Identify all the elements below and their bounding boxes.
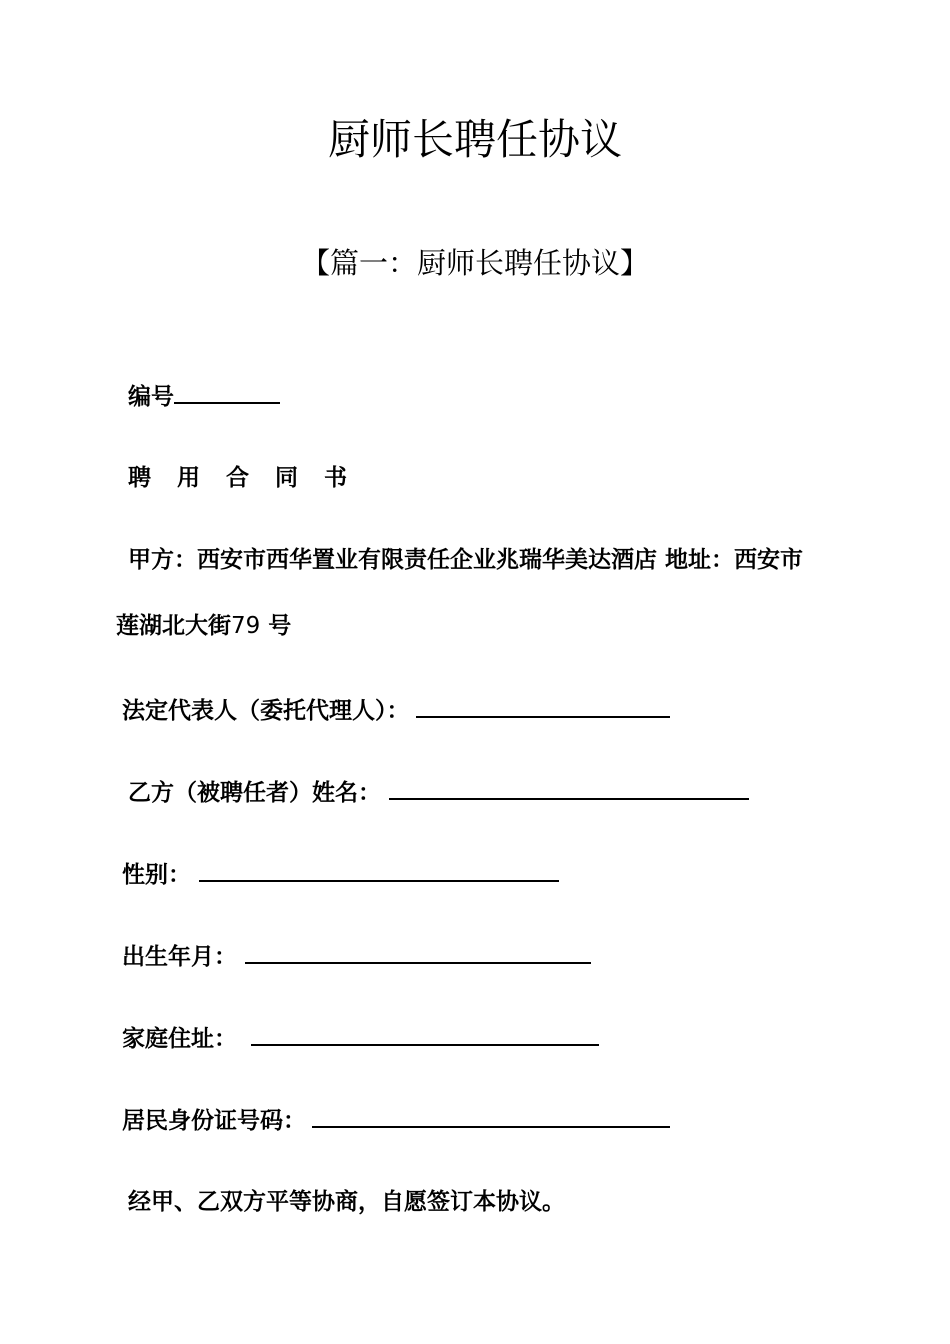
legal-representative-label: 法定代表人（委托代理人）： xyxy=(122,698,410,724)
id-number-blank xyxy=(312,1104,670,1128)
id-number-line xyxy=(122,1104,670,1137)
party-a-line-2 xyxy=(116,610,291,642)
agreement-statement: 经甲、乙双方平等协商，自愿签订本协议。 xyxy=(128,1189,565,1215)
gender-line xyxy=(122,858,559,891)
party-a-line-1: 甲方：西安市西华置业有限责任企业兆瑞华美达酒店 地址：西安市 xyxy=(128,547,804,573)
birth-date-blank xyxy=(245,940,591,964)
id-number-label: 居民身份证号码： xyxy=(122,1108,306,1134)
serial-number-label: 编号 xyxy=(128,384,174,410)
legal-representative-blank xyxy=(416,694,670,718)
birth-date-label: 出生年月： xyxy=(122,944,237,970)
gender-label: 性别： xyxy=(122,862,191,888)
document-subtitle: 【篇一：厨师长聘任协议】 xyxy=(300,246,649,280)
serial-number-blank xyxy=(174,380,280,404)
party-a-street-number: 79 xyxy=(231,613,261,639)
contract-heading: 聘 用 合 同 书 xyxy=(128,465,357,491)
party-a-street: 莲湖北大街 xyxy=(116,613,231,639)
home-address-blank xyxy=(251,1022,599,1046)
gender-blank xyxy=(199,858,559,882)
birth-date-line xyxy=(122,940,591,973)
home-address-label: 家庭住址： xyxy=(122,1026,237,1052)
party-a-street-suffix: 号 xyxy=(268,613,292,639)
party-b-name-label: 乙方（被聘任者）姓名： xyxy=(128,780,381,806)
legal-representative-line xyxy=(122,694,670,727)
party-b-name-line xyxy=(128,776,749,809)
home-address-line xyxy=(122,1022,599,1055)
serial-number-line xyxy=(128,380,280,413)
party-b-name-blank xyxy=(389,776,749,800)
document-title: 厨师长聘任协议 xyxy=(327,115,622,164)
